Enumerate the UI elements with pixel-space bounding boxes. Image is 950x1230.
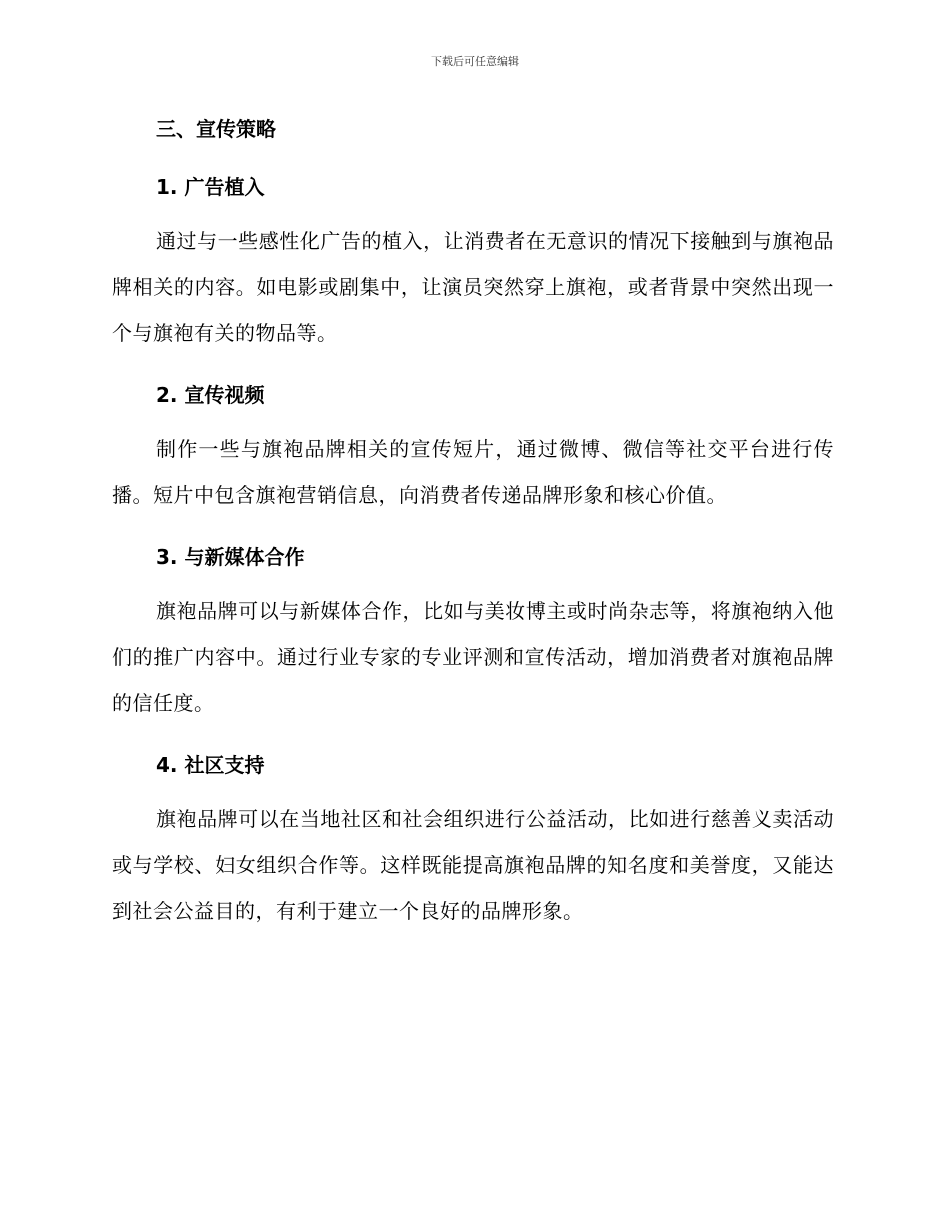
subsection-title-ad-placement: 1. 广告植入 — [156, 175, 265, 199]
section-title: 三、宣传策略 — [156, 117, 276, 141]
subsection-title-community: 4. 社区支持 — [156, 753, 265, 777]
subsection-body-ad-placement: 通过与一些感性化广告的植入，让消费者在无意识的情况下接触到与旗袍品牌相关的内容。如电影或剧集中，让演员突然穿上旗袍，或者背景中突然出现一个与旗袍有关的物品等。 — [112, 229, 834, 345]
subsection-body-promo-video: 制作一些与旗袍品牌相关的宣传短片，通过微博、微信等社交平台进行传播。短片中包含旗袍营销信息，向消费者传递品牌形象和核心价值。 — [112, 437, 834, 507]
subsection-body-community: 旗袍品牌可以在当地社区和社会组织进行公益活动，比如进行慈善义卖活动或与学校、妇女组织合作等。这样既能提高旗袍品牌的知名度和美誉度，又能达到社会公益目的，有利于建立一个良好的品牌形象。 — [112, 807, 834, 923]
page-header: 下载后可任意编辑 — [431, 55, 519, 68]
subsection-body-new-media: 旗袍品牌可以与新媒体合作，比如与美妆博主或时尚杂志等，将旗袍纳入他们的推广内容中。通过行业专家的专业评测和宣传活动，增加消费者对旗袍品牌的信任度。 — [112, 599, 834, 715]
subsection-title-promo-video: 2. 宣传视频 — [156, 383, 265, 407]
subsection-title-new-media: 3. 与新媒体合作 — [156, 545, 305, 569]
document-body — [112, 110, 834, 934]
